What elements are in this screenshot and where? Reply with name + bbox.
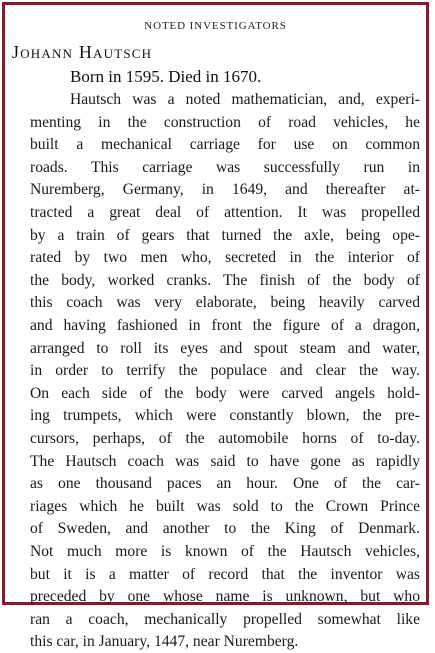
paragraph-line: of Sweden, and another to the King of Denmark. <box>30 520 420 538</box>
paragraph-line: this car, in January, 1447, near Nuremberg. <box>30 633 299 651</box>
paragraph-line: tracted a great deal of attention. It was propelled <box>30 204 420 221</box>
birth-death-dates: Born in 1595. Died in 1670. <box>70 67 262 86</box>
paragraph-line: Hautsch was a noted mathematician, and, experi- <box>70 91 420 108</box>
paragraph-line: cursors, perhaps, of the automobile horns of to-day. <box>30 430 420 447</box>
paragraph-line: rated by two men who, secreted in the interior of <box>30 249 420 267</box>
paragraph-line: built a mechanical carriage for use on common <box>30 136 420 154</box>
paragraph-line: roads. This carriage was successfully run in <box>30 158 420 176</box>
paragraph-line: riages which he built was sold to the Crown Prince <box>30 497 420 515</box>
paragraph-line: arranged to roll its eyes and spout steam and water, <box>30 339 420 357</box>
paragraph-line: but it is a matter of record that the inventor was <box>30 565 420 583</box>
paragraph-line: On each side of the body were carved angels hold- <box>30 384 420 402</box>
paragraph-line: ran a coach, mechanically propelled somewhat like <box>30 610 420 628</box>
paragraph-line: menting in the construction of road vehicles, he <box>30 113 420 131</box>
paragraph-line: by a train of gears that turned the axle, being ope- <box>30 226 420 244</box>
entry-title: Johann Hautsch <box>12 42 153 62</box>
paragraph-line: and having fashioned in front the figure of a dragon, <box>30 317 420 334</box>
paragraph-line: The Hautsch coach was said to have gone as rapidly <box>30 452 420 470</box>
paragraph-line: Nuremberg, Germany, in 1649, and thereafter at- <box>30 181 420 199</box>
paragraph-line: as one thousand paces an hour. One of the car- <box>30 475 420 493</box>
paragraph-line: preceded by one whose name is unknown, but who <box>30 588 420 606</box>
paragraph-line: Not much more is known of the Hautsch vehicles, <box>30 543 420 560</box>
paragraph-line: this coach was very elaborate, being heavily carved <box>30 294 420 312</box>
paragraph-line: in order to terrify the populace and clear the way. <box>30 362 420 380</box>
running-header: NOTED INVESTIGATORS <box>144 20 287 32</box>
paragraph-line: the body, worked cranks. The finish of the body of <box>30 271 420 289</box>
paragraph-line: ing trumpets, which were constantly blown, the pre- <box>30 407 420 425</box>
page-border <box>2 2 429 651</box>
